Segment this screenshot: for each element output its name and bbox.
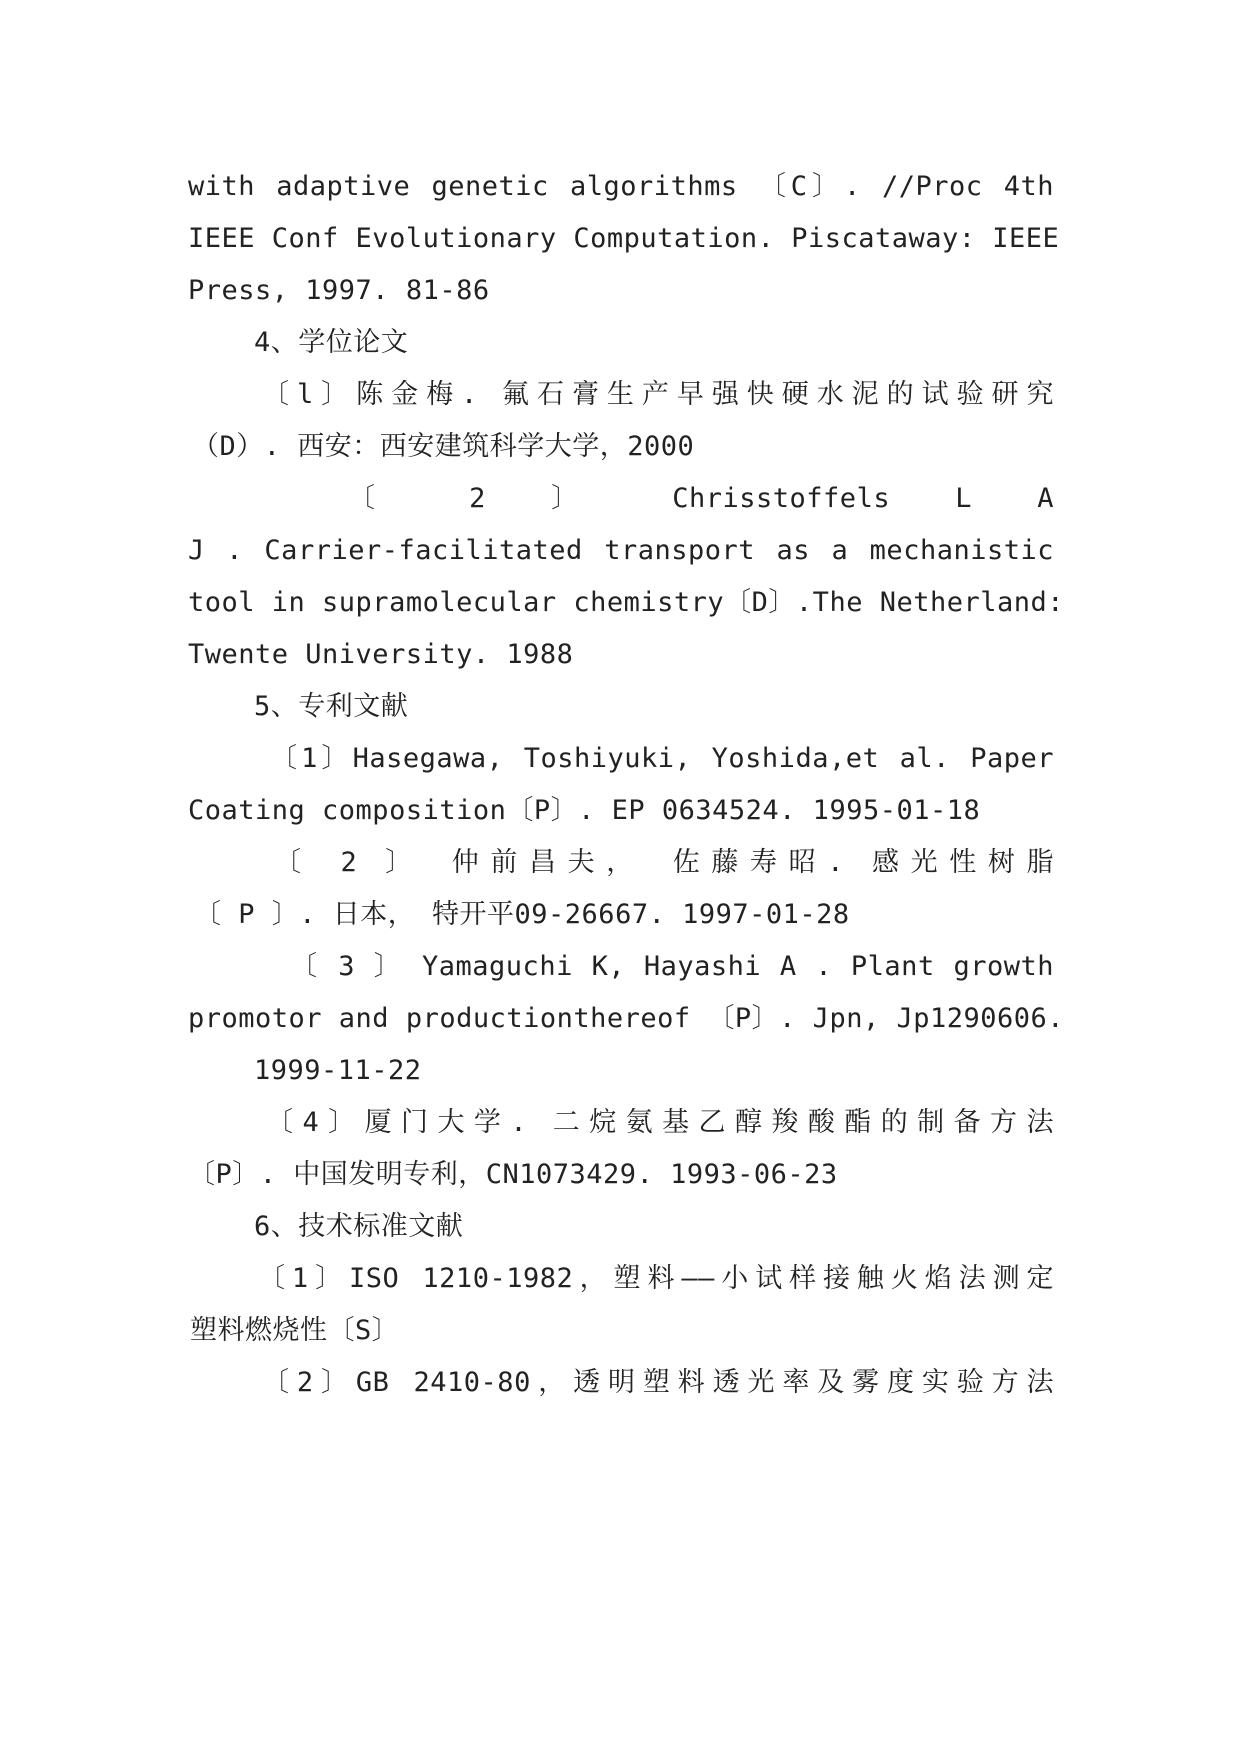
text-line: promotor and productionthereof 〔P〕. Jpn, Jp1290606. bbox=[188, 1003, 1065, 1034]
text-line: Twente University. 1988 bbox=[188, 639, 574, 670]
text-line: 〔1〕Hasegawa, Toshiyuki, Yoshida,et al. Paper bbox=[270, 743, 1054, 774]
text-line: 〔P〕. 中国发明专利，CN1073429. 1993-06-23 bbox=[188, 1159, 838, 1190]
section-heading: 4、学位论文 bbox=[254, 327, 409, 358]
section-heading: 5、专利文献 bbox=[254, 691, 409, 722]
text-line: 〔 2 〕 Chrisstoffels L A bbox=[348, 483, 1054, 514]
text-line: 〔2〕GB 2410-80，透明塑料透光率及雾度实验方法 bbox=[262, 1367, 1054, 1398]
text-line: 〔1〕ISO 1210-1982，塑料——小试样接触火焰法测定 bbox=[258, 1263, 1054, 1294]
text-line: 〔4〕厦门大学. 二烷氨基乙醇羧酸酯的制备方法 bbox=[266, 1107, 1054, 1138]
text-line: with adaptive genetic algorithms 〔C〕. //Proc 4th bbox=[188, 171, 1054, 202]
text-line: 〔 2 〕 仲前昌夫， 佐藤寿昭. 感光性树脂 bbox=[274, 847, 1054, 878]
text-line: Press, 1997. 81-86 bbox=[188, 275, 490, 306]
text-line: J . Carrier-facilitated transport as a mechanistic bbox=[188, 535, 1054, 566]
text-line: 〔 P 〕. 日本， 特开平09-26667. 1997-01-28 bbox=[194, 899, 850, 930]
text-line: 〔 3 〕 Yamaguchi K, Hayashi A . Plant growth bbox=[290, 951, 1054, 982]
section-heading: 6、技术标准文献 bbox=[254, 1211, 464, 1242]
text-line: 〔l〕陈金梅. 氟石膏生产早强快硬水泥的试验研究 bbox=[262, 379, 1054, 410]
text-line: Coating composition〔P〕. EP 0634524. 1995-01-18 bbox=[188, 795, 981, 826]
text-line: IEEE Conf Evolutionary Computation. Piscataway: IEEE bbox=[188, 223, 1060, 254]
text-line: （D）. 西安：西安建筑科学大学，2000 bbox=[192, 431, 695, 462]
text-line: 1999-11-22 bbox=[254, 1055, 422, 1086]
text-line: tool in supramolecular chemistry〔D〕.The Netherland: bbox=[188, 587, 1065, 618]
text-line: 塑料燃烧性〔S〕 bbox=[190, 1315, 400, 1346]
